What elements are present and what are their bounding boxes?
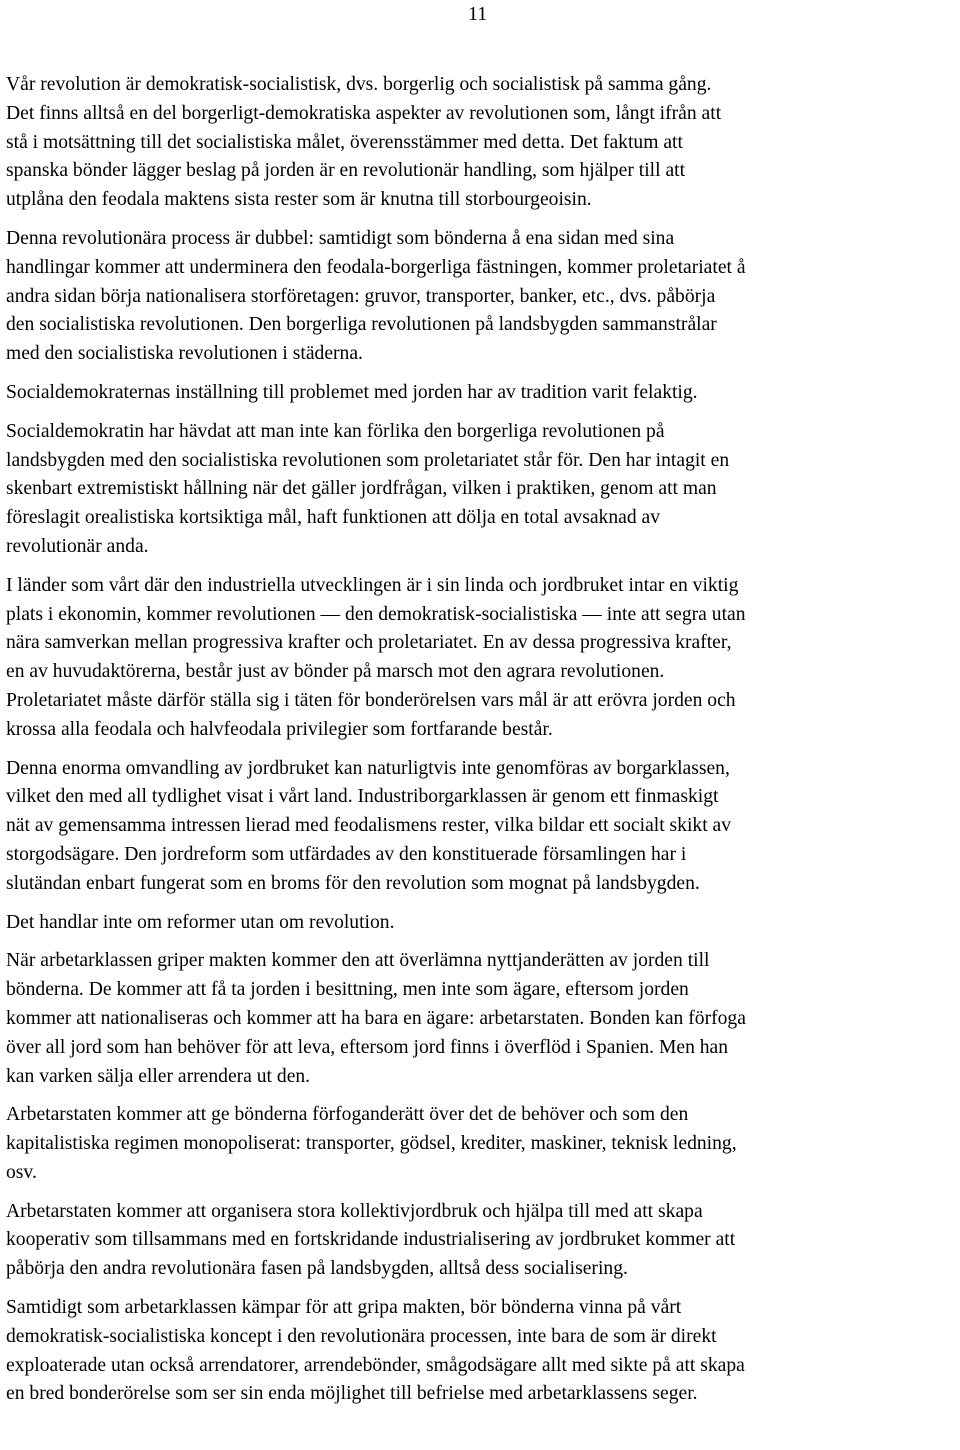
paragraph xyxy=(6,418,960,562)
text-line: Arbetarstaten kommer att organisera stora kollektivjordbruk och hjälpa till med att skapa xyxy=(6,1200,703,1222)
text-line: Denna enorma omvandling av jordbruket kan naturligtvis inte genomföras av borgarklassen, xyxy=(6,757,730,779)
text-line: Det handlar inte om reformer utan om revolution. xyxy=(6,911,395,933)
text-line: osv. xyxy=(6,1161,37,1183)
text-line: spanska bönder lägger beslag på jorden är en revolutionär handling, som hjälper till att xyxy=(6,160,686,182)
text-line: Proletariatet måste därför ställa sig i täten för bonderörelsen vars mål är att erövra jorden och xyxy=(6,689,736,711)
text-line: Socialdemokratin har hävdat att man inte kan förlika den borgerliga revolutionen på xyxy=(6,420,665,442)
text-line: stå i motsättning till det socialistiska målet, överensstämmer med detta. Det faktum att xyxy=(6,131,683,153)
paragraph xyxy=(6,379,960,408)
paragraph xyxy=(6,1294,960,1409)
text-line: I länder som vårt där den industriella utvecklingen är i sin linda och jordbruket intar en viktig xyxy=(6,574,739,596)
text-line: nät av gemensamma intressen lierad med feodalismens rester, vilka bildar ett socialt skikt av xyxy=(6,815,732,837)
text-line: andra sidan börja nationalisera storföretagen: gruvor, transporter, banker, etc., dvs. påbörja xyxy=(6,285,716,307)
text-line: kan varken sälja eller arrendera ut den. xyxy=(6,1065,311,1087)
page-number: 11 xyxy=(468,3,488,25)
text-line: plats i ekonomin, kommer revolutionen — den demokratisk-socialistiska — inte att segra utan xyxy=(6,603,746,625)
text-line: storgodsägare. Den jordreform som utfärdades av den konstituerade församlingen har i xyxy=(6,843,687,865)
text-line: skenbart extremistiskt hållning när det gäller jordfrågan, vilken i praktiken, genom att man xyxy=(6,478,717,500)
paragraph xyxy=(6,755,960,899)
text-line: den socialistiska revolutionen. Den borgerliga revolutionen på landsbygden sammanstrålar xyxy=(6,314,717,336)
text-line: Socialdemokraternas inställning till problemet med jorden har av tradition varit felaktig. xyxy=(6,381,698,403)
text-line: Samtidigt som arbetarklassen kämpar för att gripa makten, bör bönderna vinna på vårt xyxy=(6,1297,682,1319)
text-line: landsbygden med den socialistiska revolutionen som proletariatet står för. Den har intagit en xyxy=(6,449,730,471)
text-line: vilket den med all tydlighet visat i vårt land. Industriborgarklassen är genom ett finmaskigt xyxy=(6,786,719,808)
text-line: kommer att nationaliseras och kommer att ha bara en ägare: arbetarstaten. Bonden kan förfoga xyxy=(6,1007,746,1029)
text-line: en av huvudaktörerna, består just av bönder på marsch mot den agrara revolutionen. xyxy=(6,661,665,683)
text-line: Vår revolution är demokratisk-socialistisk, dvs. borgerlig och socialistisk på samma gång. xyxy=(6,74,712,95)
text-line: revolutionär anda. xyxy=(6,535,149,557)
text-line: över all jord som han behöver för att leva, eftersom jord finns i överflöd i Spanien. Men han xyxy=(6,1036,729,1058)
paragraph xyxy=(6,71,960,215)
text-line: krossa alla feodala och halvfeodala privilegier som fortfarande består. xyxy=(6,718,553,740)
document-body xyxy=(6,71,960,1419)
text-line: demokratisk-socialistiska koncept i den revolutionära processen, inte bara de som är direkt xyxy=(6,1325,717,1347)
paragraph xyxy=(6,1101,960,1187)
text-line: kooperativ som tillsammans med en fortskridande industrialisering av jordbruket kommer att xyxy=(6,1229,736,1251)
text-line: handlingar kommer att underminera den feodala-borgerliga fästningen, kommer proletariatet å xyxy=(6,256,746,278)
text-line: exploaterade utan också arrendatorer, arrendebönder, smågodsägare allt med sikte på att skapa xyxy=(6,1354,745,1376)
text-line: en bred bonderörelse som ser sin enda möjlighet till befrielse med arbetarklassens seger. xyxy=(6,1383,698,1405)
paragraph xyxy=(6,1198,960,1284)
paragraph xyxy=(6,947,960,1091)
paragraph xyxy=(6,225,960,369)
text-line: med den socialistiska revolutionen i städerna. xyxy=(6,343,363,365)
text-line: Arbetarstaten kommer att ge bönderna förfoganderätt över det de behöver och som den xyxy=(6,1104,689,1126)
text-line: Det finns alltså en del borgerligt-demokratiska aspekter av revolutionen som, långt ifrån att xyxy=(6,102,722,124)
paragraph xyxy=(6,572,960,745)
text-line: kapitalistiska regimen monopoliserat: transporter, gödsel, krediter, maskiner, teknisk ledning, xyxy=(6,1133,737,1155)
text-line: utplåna den feodala maktens sista rester som är knutna till storbourgeoisin. xyxy=(6,189,592,211)
paragraph xyxy=(6,909,960,938)
text-line: Denna revolutionära process är dubbel: samtidigt som bönderna å ena sidan med sina xyxy=(6,227,675,249)
text-line: nära samverkan mellan progressiva krafter och proletariatet. En av dessa progressiva krafter, xyxy=(6,632,732,654)
text-line: När arbetarklassen griper makten kommer den att överlämna nyttjanderätten av jorden till xyxy=(6,950,710,972)
text-line: påbörja den andra revolutionära fasen på landsbygden, alltså dess socialisering. xyxy=(6,1258,628,1280)
text-line: föreslagit orealistiska kortsiktiga mål, haft funktionen att dölja en total avsaknad av xyxy=(6,507,661,529)
text-line: bönderna. De kommer att få ta jorden i besittning, men inte som ägare, eftersom jorden xyxy=(6,979,689,1001)
text-line: slutändan enbart fungerat som en broms för den revolution som mognat på landsbygden. xyxy=(6,872,700,894)
